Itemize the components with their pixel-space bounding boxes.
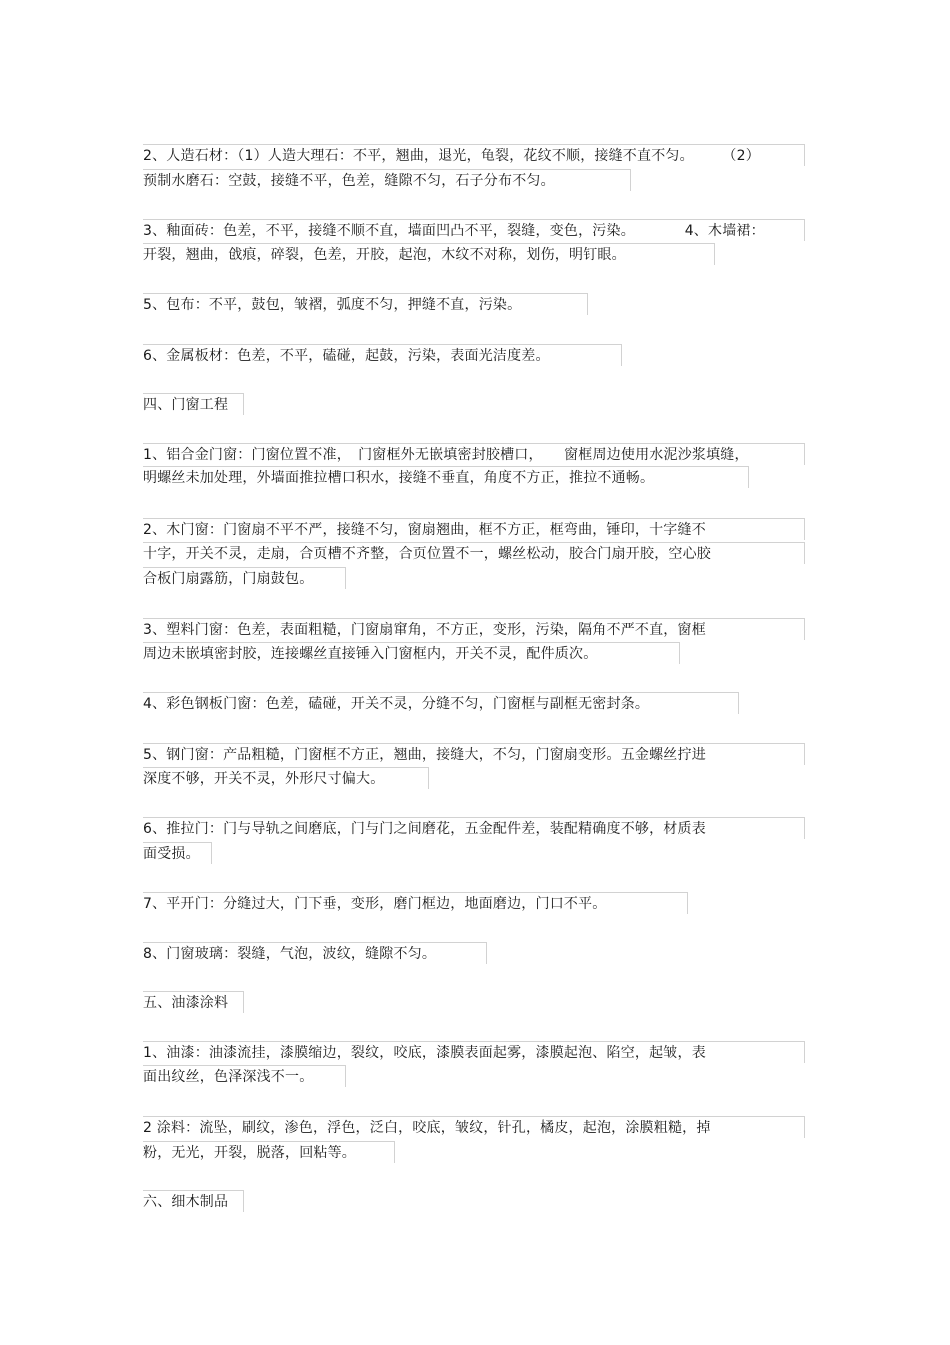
- text-line: 周边未嵌填密封胶，连接螺丝直接锤入门窗框内，开关不灵，配件质次。: [143, 642, 680, 664]
- text-line: 粉，无光，开裂，脱落，回粘等。: [143, 1141, 395, 1163]
- text-line: 5、包布：不平，鼓包，皱褶，弧度不匀，押缝不直，污染。: [143, 293, 588, 315]
- text-line: 2、木门窗：门窗扇不平不严，接缝不匀，窗扇翘曲，框不方正，框弯曲，锤印，十字缝不: [143, 518, 805, 540]
- text-line: 明螺丝未加处理，外墙面推拉槽口积水，接缝不垂直，角度不方正，推拉不通畅。: [143, 466, 749, 488]
- text-line: 面受损。: [143, 842, 212, 864]
- text-line: 7、平开门：分缝过大，门下垂，变形，磨门框边，地面磨边，门口不平。: [143, 892, 688, 914]
- text-line: 1、油漆：油漆流挂，漆膜缩边，裂纹，咬底，漆膜表面起雾，漆膜起泡、陷空，起皱，表: [143, 1041, 805, 1063]
- text-line: 十字，开关不灵，走扇，合页槽不齐整，合页位置不一，螺丝松动，胶合门扇开胶，空心胶: [143, 542, 805, 564]
- section-heading-paint-coatings: 五、油漆涂料: [143, 991, 244, 1013]
- text-line: 8、门窗玻璃：裂缝，气泡，波纹，缝隙不匀。: [143, 942, 487, 964]
- text-line: 预制水磨石：空鼓，接缝不平，色差，缝隙不匀，石子分布不匀。: [143, 169, 631, 191]
- text-line: 开裂，翘曲，戗痕，碎裂，色差，开胶，起泡，木纹不对称，划伤，明钉眼。: [143, 243, 715, 265]
- section-heading-doors-windows: 四、门窗工程: [143, 393, 244, 415]
- text-line: 深度不够，开关不灵，外形尺寸偏大。: [143, 767, 429, 789]
- text-line: 6、推拉门：门与导轨之间磨底，门与门之间磨花，五金配件差，装配精确度不够，材质表: [143, 817, 805, 839]
- text-line: 面出纹丝，色泽深浅不一。: [143, 1065, 346, 1087]
- text-line: 2、人造石材：（1）人造大理石：不平，翘曲，退光，龟裂，花纹不顺，接缝不直不匀。 （2）: [143, 144, 805, 166]
- text-line: 1、铝合金门窗：门窗位置不准， 门窗框外无嵌填密封胶槽口， 窗框周边使用水泥沙浆填缝，: [143, 443, 805, 465]
- text-line: 2 涂料：流坠，刷纹，渗色，浮色，泛白，咬底，皱纹，针孔，橘皮，起泡，涂膜粗糙，掉: [143, 1116, 805, 1138]
- text-line: 合板门扇露筋，门扇鼓包。: [143, 567, 346, 589]
- text-line: 3、釉面砖：色差，不平，接缝不顺不直，墙面凹凸不平，裂缝，变色，污染。 4、木墙裙：: [143, 219, 805, 241]
- text-line: 5、钢门窗：产品粗糙，门窗框不方正，翘曲，接缝大，不匀，门窗扇变形。五金螺丝拧进: [143, 743, 805, 765]
- text-line: 4、彩色钢板门窗：色差，磕碰，开关不灵，分缝不匀，门窗框与副框无密封条。: [143, 692, 739, 714]
- text-line: 6、金属板材：色差，不平，磕碰，起鼓，污染，表面光洁度差。: [143, 344, 622, 366]
- text-line: 3、塑料门窗：色差，表面粗糙，门窗扇窜角，不方正，变形，污染，隔角不严不直，窗框: [143, 618, 805, 640]
- section-heading-fine-woodwork: 六、细木制品: [143, 1190, 244, 1212]
